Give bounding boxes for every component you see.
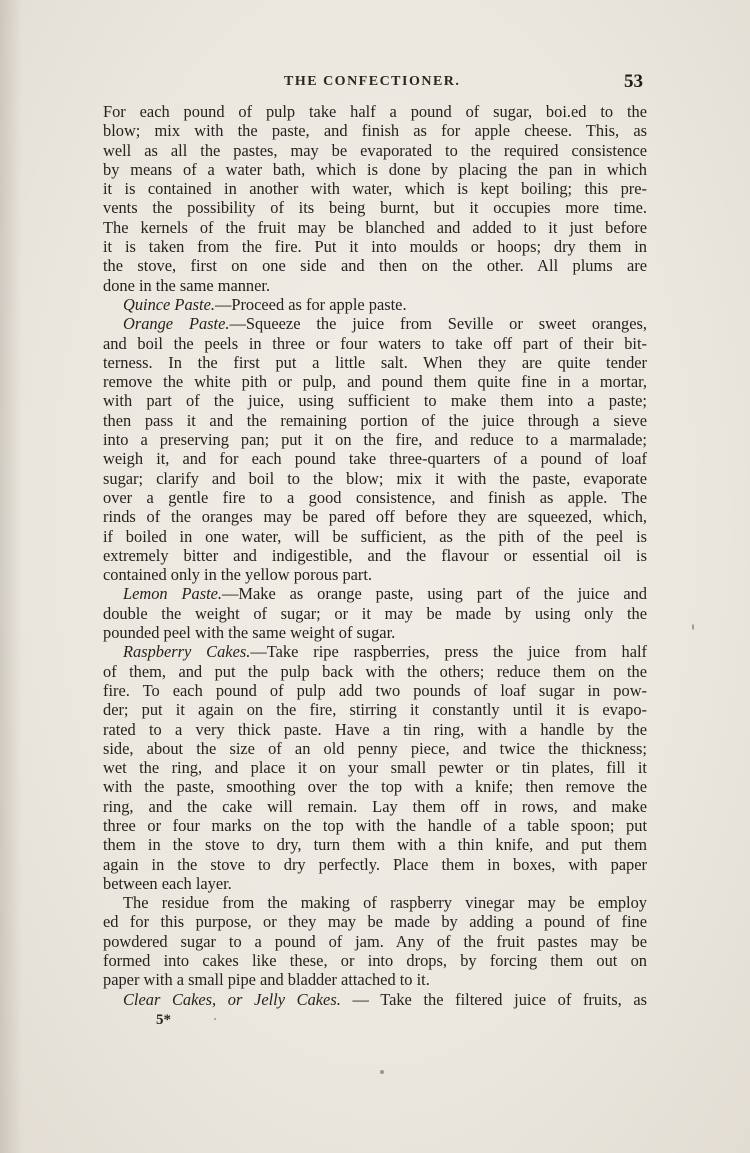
section-heading: Quince Paste. <box>123 294 215 314</box>
text-line <box>103 276 647 295</box>
text-line <box>103 912 647 931</box>
text-line <box>103 141 647 160</box>
section-heading: Orange Paste. <box>123 314 230 334</box>
line-text: — Take the filtered juice of fruits, as <box>340 989 647 1009</box>
section-heading: Lemon Paste. <box>123 584 223 604</box>
line-text: over a gentle fire to a good consistence, and finish as apple. The <box>103 487 647 507</box>
text-line <box>103 121 647 140</box>
running-head <box>0 71 750 96</box>
paper-speck <box>214 1018 216 1020</box>
text-line <box>103 565 647 584</box>
text-line <box>103 816 647 835</box>
text-line <box>103 835 647 854</box>
line-text: vents the possibility of its being burnt, but it occupies more time. <box>103 198 647 218</box>
text-line <box>103 662 647 681</box>
line-text: ed for this purpose, or they may be made by adding a pound of fine <box>103 912 647 932</box>
text-line <box>103 102 647 121</box>
text-line <box>103 449 647 468</box>
line-text: For each pound of pulp take half a pound of sugar, boi.ed to the <box>103 102 647 121</box>
line-text: —Make as orange paste, using part of the juice and <box>222 584 647 604</box>
text-line <box>103 874 647 893</box>
text-line <box>103 179 647 198</box>
text-line <box>103 681 647 700</box>
text-line <box>103 507 647 526</box>
line-text: the stove, first on one side and then on the other. All plums are <box>103 256 647 276</box>
line-text: blow; mix with the paste, and finish as for apple cheese. This, as <box>103 121 647 141</box>
spine-shadow <box>0 0 22 1153</box>
text-line <box>103 604 647 623</box>
text-line <box>103 584 647 603</box>
line-text: three or four marks on the top with the handle of a table spoon; put <box>103 815 647 835</box>
text-line <box>103 893 647 912</box>
line-text: into a preserving pan; put it on the fire, and reduce to a marmalade; <box>103 430 647 450</box>
line-text: contained only in the yellow porous part. <box>103 565 373 585</box>
line-text: rinds of the oranges may be pared off before they are squeezed, which, <box>103 507 647 527</box>
text-line <box>103 546 647 565</box>
text-line <box>103 237 647 256</box>
line-text: formed into cakes like these, or into drops, by forcing them out on <box>103 951 647 971</box>
line-text: it is taken from the fire. Put it into moulds or hoops; dry them in <box>103 237 647 257</box>
line-text: double the weight of sugar; or it may be made by using only the <box>103 603 647 623</box>
line-text: of them, and put the pulp back with the others; reduce them on the <box>103 661 647 681</box>
page-number: 53 <box>624 71 643 92</box>
text-line <box>103 527 647 546</box>
section-heading: Clear Cakes, or Jelly Cakes. <box>123 989 341 1009</box>
text-line <box>103 990 647 1009</box>
line-text: well as all the pastes, may be evaporated to the required consistence <box>103 140 647 160</box>
section-heading: Raspberry Cakes. <box>123 642 251 662</box>
text-line <box>103 353 647 372</box>
line-text: —Proceed as for apple paste. <box>214 294 407 314</box>
line-text: weigh it, and for each pound take three-quarters of a pound of loaf <box>103 449 647 469</box>
line-text: sugar; clarify and boil to the blow; mix it with the paste, evaporate <box>103 468 647 488</box>
text-line <box>103 720 647 739</box>
line-text: it is contained in another with water, which is kept boiling; this pre- <box>103 179 647 199</box>
line-text: with the paste, smoothing over the top with a knife; then remove the <box>103 777 647 797</box>
line-text: and boil the peels in three or four waters to take off part of their bit- <box>103 333 647 353</box>
line-text: —Squeeze the juice from Seville or sweet oranges, <box>229 314 648 334</box>
line-text: remove the white pith or pulp, and pound them quite fine in a mortar, <box>103 372 647 392</box>
text-line <box>103 777 647 796</box>
text-line <box>103 218 647 237</box>
signature-mark: 5* <box>156 1012 171 1028</box>
text-line <box>103 256 647 275</box>
text-line <box>103 951 647 970</box>
text-line <box>103 372 647 391</box>
line-text: rated to a very thick paste. Have a tin ring, with a handle by the <box>103 719 647 739</box>
line-text: them in the stove to dry, turn them with a thin knife, and put them <box>103 835 647 855</box>
text-line <box>103 334 647 353</box>
line-text: ring, and the cake will remain. Lay them off in rows, and make <box>103 796 647 816</box>
text-line <box>103 391 647 410</box>
text-line <box>103 855 647 874</box>
line-text: again in the stove to dry perfectly. Place them in boxes, with paper <box>103 854 647 874</box>
line-text: The kernels of the fruit may be blanched and added to it just before <box>103 217 647 237</box>
text-line <box>103 314 647 333</box>
text-line <box>103 430 647 449</box>
line-text: then pass it and the remaining portion of the juice through a sieve <box>103 410 647 430</box>
text-line <box>103 198 647 217</box>
text-line <box>103 700 647 719</box>
body-text <box>103 102 647 1009</box>
text-line <box>103 797 647 816</box>
paper-speck <box>380 1070 384 1074</box>
paper-speck <box>692 624 694 630</box>
line-text: —Take ripe raspberries, press the juice from half <box>250 642 647 662</box>
line-text: der; put it again on the fire, stirring it constantly until it is evapo- <box>103 700 647 720</box>
text-line <box>103 758 647 777</box>
line-text: powdered sugar to a pound of jam. Any of the fruit pastes may be <box>103 931 647 951</box>
line-text: by means of a water bath, which is done by placing the pan in which <box>103 159 647 179</box>
line-text: terness. In the first put a little salt. When they are quite tender <box>103 352 647 372</box>
line-text: between each layer. <box>103 873 232 893</box>
line-text: fire. To each pound of pulp add two pounds of loaf sugar in pow- <box>103 680 647 700</box>
line-text: side, about the size of an old penny piece, and twice the thickness; <box>103 738 647 758</box>
line-text: pounded peel with the same weight of sugar. <box>103 623 396 643</box>
line-text: The residue from the making of raspberry vinegar may be employ <box>123 893 647 913</box>
text-line <box>103 160 647 179</box>
running-title: THE CONFECTIONER. <box>284 74 461 89</box>
text-line <box>103 970 647 989</box>
line-text: if boiled in one water, will be sufficient, as the pith of the peel is <box>103 526 647 546</box>
line-text: paper with a small pipe and bladder attached to it. <box>103 970 430 990</box>
line-text: wet the ring, and place it on your small pewter or tin plates, fill it <box>103 758 647 778</box>
text-line <box>103 932 647 951</box>
text-line <box>103 295 647 314</box>
text-line <box>103 739 647 758</box>
line-text: with part of the juice, using sufficient to make them into a paste; <box>103 391 647 411</box>
text-line <box>103 469 647 488</box>
text-line <box>103 411 647 430</box>
text-line <box>103 488 647 507</box>
line-text: extremely bitter and indigestible, and the flavour or essential oil is <box>103 545 647 565</box>
text-line <box>103 642 647 661</box>
line-text: done in the same manner. <box>103 275 271 295</box>
text-line <box>103 623 647 642</box>
